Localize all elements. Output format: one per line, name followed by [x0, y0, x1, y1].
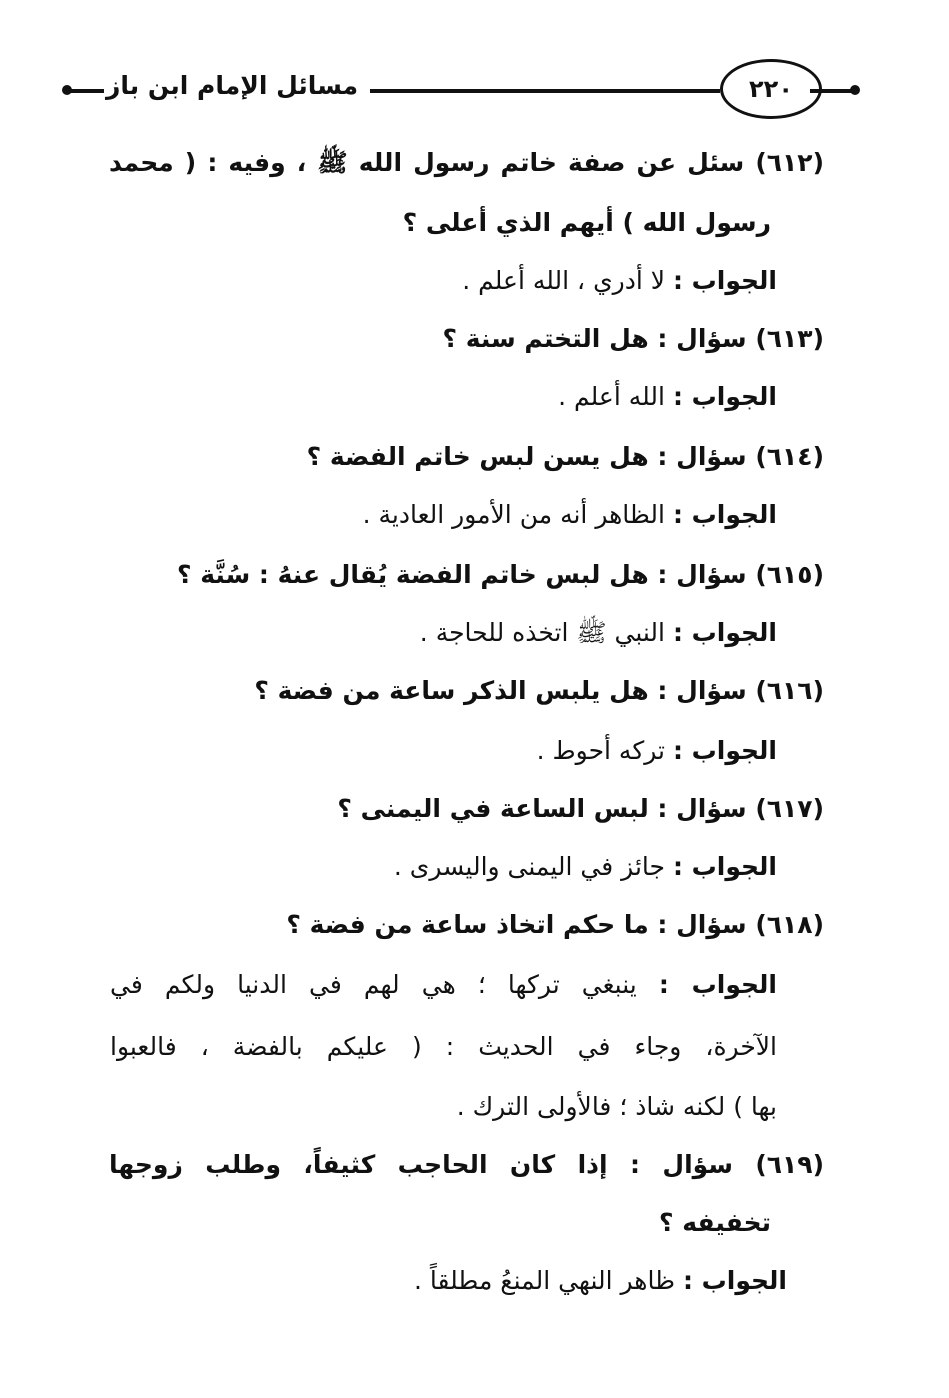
page-header: [60, 55, 870, 121]
answer-label: الجواب :: [682, 1266, 787, 1295]
page-number-oval: [720, 59, 822, 119]
page-number: ٢٢٠: [749, 75, 793, 103]
answer-label: الجواب :: [658, 970, 777, 999]
answer-line: [420, 616, 777, 650]
answer-line: [363, 498, 777, 532]
question-line: (٦١٢) سئل عن صفة خاتم رسول الله ﷺ ، وفيه : ( محمد: [109, 148, 824, 177]
header-rule: [810, 89, 854, 93]
answer-text: الظاهر أنه من الأمور العادية .: [362, 500, 665, 529]
answer-label: الجواب :: [672, 618, 777, 647]
answer-label: الجواب :: [672, 852, 777, 881]
answer-line: [558, 380, 777, 414]
answer-text: الله أعلم .: [558, 382, 665, 411]
answer-line: [394, 850, 777, 884]
question-line: تخفيفه ؟: [659, 1208, 771, 1237]
rule-end-dot: [850, 85, 860, 95]
answer-text: جائز في اليمنى واليسرى .: [393, 852, 665, 881]
answer-text: تركه أحوط .: [536, 736, 665, 765]
answer-line: [462, 264, 777, 298]
header-rule: [70, 89, 104, 93]
answer-line: [110, 968, 777, 1002]
answer-line: بها ) لكنه شاذ ؛ فالأولى الترك .: [456, 1092, 777, 1121]
question-line: (٦١٩) سؤال : إذا كان الحاجب كثيفاً، وطلب زوجها: [109, 1150, 824, 1179]
answer-line: الآخرة، وجاء في الحديث : ( عليكم بالفضة ، فالعبوا: [110, 1032, 777, 1061]
question-line: (٦١٦) سؤال : هل يلبس الذكر ساعة من فضة ؟: [254, 676, 824, 705]
question-line: (٦١٨) سؤال : ما حكم اتخاذ ساعة من فضة ؟: [286, 910, 824, 939]
answer-text: النبي ﷺ اتخذه للحاجة .: [419, 618, 665, 647]
answer-line: [537, 734, 777, 768]
question-line: رسول الله ) أيهم الذي أعلى ؟: [402, 208, 771, 237]
question-line: (٦١٤) سؤال : هل يسن لبس خاتم الفضة ؟: [306, 442, 824, 471]
book-title: مسائل الإمام ابن باز: [106, 71, 359, 100]
answer-text: ينبغي تركها ؛ هي لهم في الدنيا ولكم في: [110, 970, 637, 999]
answer-text: ظاهر النهي المنعُ مطلقاً .: [414, 1266, 675, 1295]
answer-label: الجواب :: [672, 382, 777, 411]
question-line: (٦١٥) سؤال : هل لبس خاتم الفضة يُقال عنهُ : سُنَّة ؟: [177, 560, 824, 589]
answer-line: [414, 1264, 787, 1298]
question-line: (٦١٧) سؤال : لبس الساعة في اليمنى ؟: [337, 794, 824, 823]
header-rule: [370, 89, 720, 93]
answer-label: الجواب :: [672, 500, 777, 529]
answer-label: الجواب :: [672, 266, 777, 295]
answer-label: الجواب :: [672, 736, 777, 765]
question-line: (٦١٣) سؤال : هل التختم سنة ؟: [442, 324, 824, 353]
answer-text: لا أدري ، الله أعلم .: [462, 266, 665, 295]
